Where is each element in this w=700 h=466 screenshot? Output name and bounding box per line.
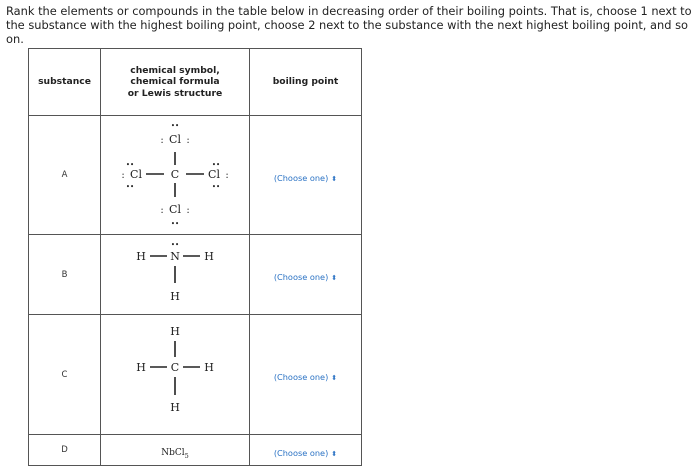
- structure-cell-c: [101, 315, 250, 435]
- rank-select-label: (Choose one): [273, 172, 329, 183]
- lone-pair-colon: :: [186, 205, 190, 216]
- table-header-row: [29, 49, 362, 116]
- lone-pair: ••: [211, 183, 221, 191]
- substance-label-a: A: [29, 116, 101, 235]
- lone-pair-colon: :: [160, 135, 164, 146]
- header-structure-line2: chemical formula: [130, 76, 220, 88]
- formula-base: NbCl: [161, 448, 185, 459]
- rank-select-label: (Choose one): [273, 447, 329, 458]
- atom-cl: Cl: [169, 133, 181, 146]
- atom-cl: Cl: [130, 168, 142, 181]
- lewis-structure-nh3: [130, 239, 220, 311]
- ranking-table: [28, 48, 362, 466]
- structure-cell-a: [101, 116, 250, 235]
- lone-pair-colon: :: [121, 170, 125, 181]
- atom-h: H: [204, 360, 214, 374]
- lone-pair: ••: [170, 220, 180, 228]
- atom-cl: Cl: [208, 168, 220, 181]
- atom-h: H: [170, 324, 180, 338]
- lone-pair-colon: :: [225, 170, 229, 181]
- table-row: [29, 235, 362, 315]
- header-substance: substance: [29, 49, 101, 116]
- rank-select-a[interactable]: [274, 173, 337, 183]
- header-structure-line1: chemical symbol,: [130, 64, 220, 76]
- header-structure: [101, 49, 250, 116]
- lone-pair: ••: [125, 183, 135, 191]
- atom-h: H: [170, 400, 180, 414]
- substance-label-d: D: [29, 435, 101, 466]
- lone-pair: ••: [170, 240, 180, 249]
- atom-c: C: [170, 168, 180, 181]
- table-row: [29, 435, 362, 466]
- boiling-point-cell-b: [250, 235, 362, 315]
- rank-select-d[interactable]: [274, 448, 337, 458]
- atom-h: H: [136, 249, 146, 263]
- atom-h: H: [170, 289, 180, 303]
- instructions-text: Rank the elements or compounds in the table below in decreasing order of their boiling points. That is, choose 1 next to the substance with the highest boiling point, choose 2 next to the substance with the next highest boiling point, and so on.: [6, 4, 692, 46]
- formula-subscript: 5: [184, 451, 189, 460]
- boiling-point-cell-a: [250, 116, 362, 235]
- structure-cell-b: [101, 235, 250, 315]
- header-structure-line3: or Lewis structure: [127, 87, 223, 99]
- chemical-formula-nbcl5: [161, 448, 189, 458]
- boiling-point-cell-c: [250, 315, 362, 435]
- lone-pair: ••: [211, 161, 221, 169]
- lone-pair: ••: [125, 161, 135, 169]
- rank-select-label: (Choose one): [273, 372, 329, 382]
- chevron-updown-icon: ⬍: [331, 374, 338, 382]
- atom-n: N: [170, 249, 180, 263]
- rank-select-c[interactable]: [274, 372, 337, 382]
- chevron-updown-icon: ⬍: [331, 174, 338, 183]
- substance-label-c: C: [29, 315, 101, 435]
- atom-cl: Cl: [169, 203, 181, 216]
- boiling-point-cell-d: [250, 435, 362, 466]
- atom-c: C: [170, 360, 180, 374]
- table-row: [29, 116, 362, 235]
- atom-h: H: [204, 249, 214, 263]
- rank-select-b[interactable]: [274, 272, 337, 282]
- chevron-updown-icon: ⬍: [331, 449, 338, 458]
- structure-cell-d: [101, 435, 250, 466]
- lewis-structure-ccl4: [120, 119, 230, 231]
- lone-pair-colon: :: [160, 205, 164, 216]
- table-row: [29, 315, 362, 435]
- lone-pair: ••: [170, 122, 180, 130]
- rank-select-label: (Choose one): [273, 272, 329, 282]
- header-boiling-point: boiling point: [250, 49, 362, 116]
- substance-label-b: B: [29, 235, 101, 315]
- atom-h: H: [136, 360, 146, 374]
- lewis-structure-ch4: [130, 323, 220, 427]
- chevron-updown-icon: ⬍: [331, 274, 338, 282]
- lone-pair-colon: :: [186, 135, 190, 146]
